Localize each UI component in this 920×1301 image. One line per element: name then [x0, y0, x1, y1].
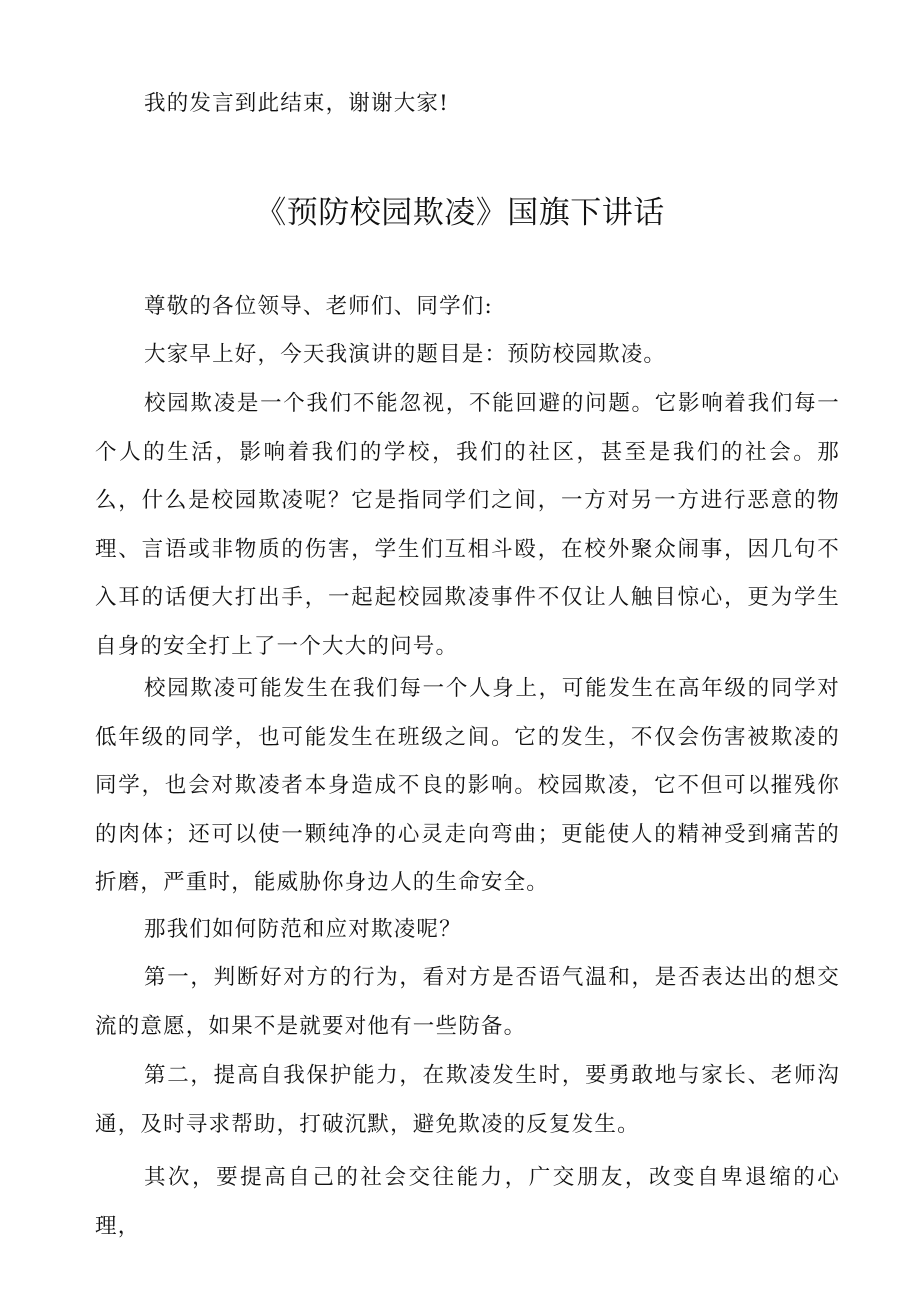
- paragraph-next-point: 其次，要提高自己的社会交往能力，广交朋友，改变自卑退缩的心理，: [95, 1165, 840, 1239]
- paragraph-first-point: 第一，判断好对方的行为，看对方是否语气温和，是否表达出的想交流的意愿，如果不是就要对他有一些防备。: [95, 965, 840, 1039]
- paragraph-definition: 校园欺凌是一个我们不能忽视，不能回避的问题。它影响着我们每一个人的生活，影响着我们的学校，我们的社区，甚至是我们的社会。那么，什么是校园欺凌呢？它是指同学们之间，一方对另一方进行恶意的物理、言语或非物质的伤害，学生们互相斗殴，在校外聚众闹事，因几句不入耳的话便大打出手，一起起校园欺凌事件不仅让人触目惊心，更为学生自身的安全打上了一个大大的问号。: [95, 391, 840, 659]
- closing-line: 我的发言到此结束，谢谢大家!: [144, 91, 449, 116]
- paragraph-greeting: 大家早上好，今天我演讲的题目是：预防校园欺凌。: [144, 342, 667, 367]
- paragraph-second-point: 第二，提高自我保护能力，在欺凌发生时，要勇敢地与家长、老师沟通，及时寻求帮助，打破沉默，避免欺凌的反复发生。: [95, 1063, 840, 1137]
- paragraph-question: 那我们如何防范和应对欺凌呢？: [144, 917, 462, 942]
- paragraph-impact: 校园欺凌可能发生在我们每一个人身上，可能发生在高年级的同学对低年级的同学，也可能发生在班级之间。它的发生，不仅会伤害被欺凌的同学，也会对欺凌者本身造成不良的影响。校园欺凌，它不但可以摧残你的肉体；还可以使一颗纯净的心灵走向弯曲；更能使人的精神受到痛苦的折磨，严重时，能威胁你身边人的生命安全。: [95, 676, 840, 895]
- salutation: 尊敬的各位领导、老师们、同学们:: [144, 294, 493, 319]
- page-title: 《预防校园欺凌》国旗下讲话: [255, 195, 665, 231]
